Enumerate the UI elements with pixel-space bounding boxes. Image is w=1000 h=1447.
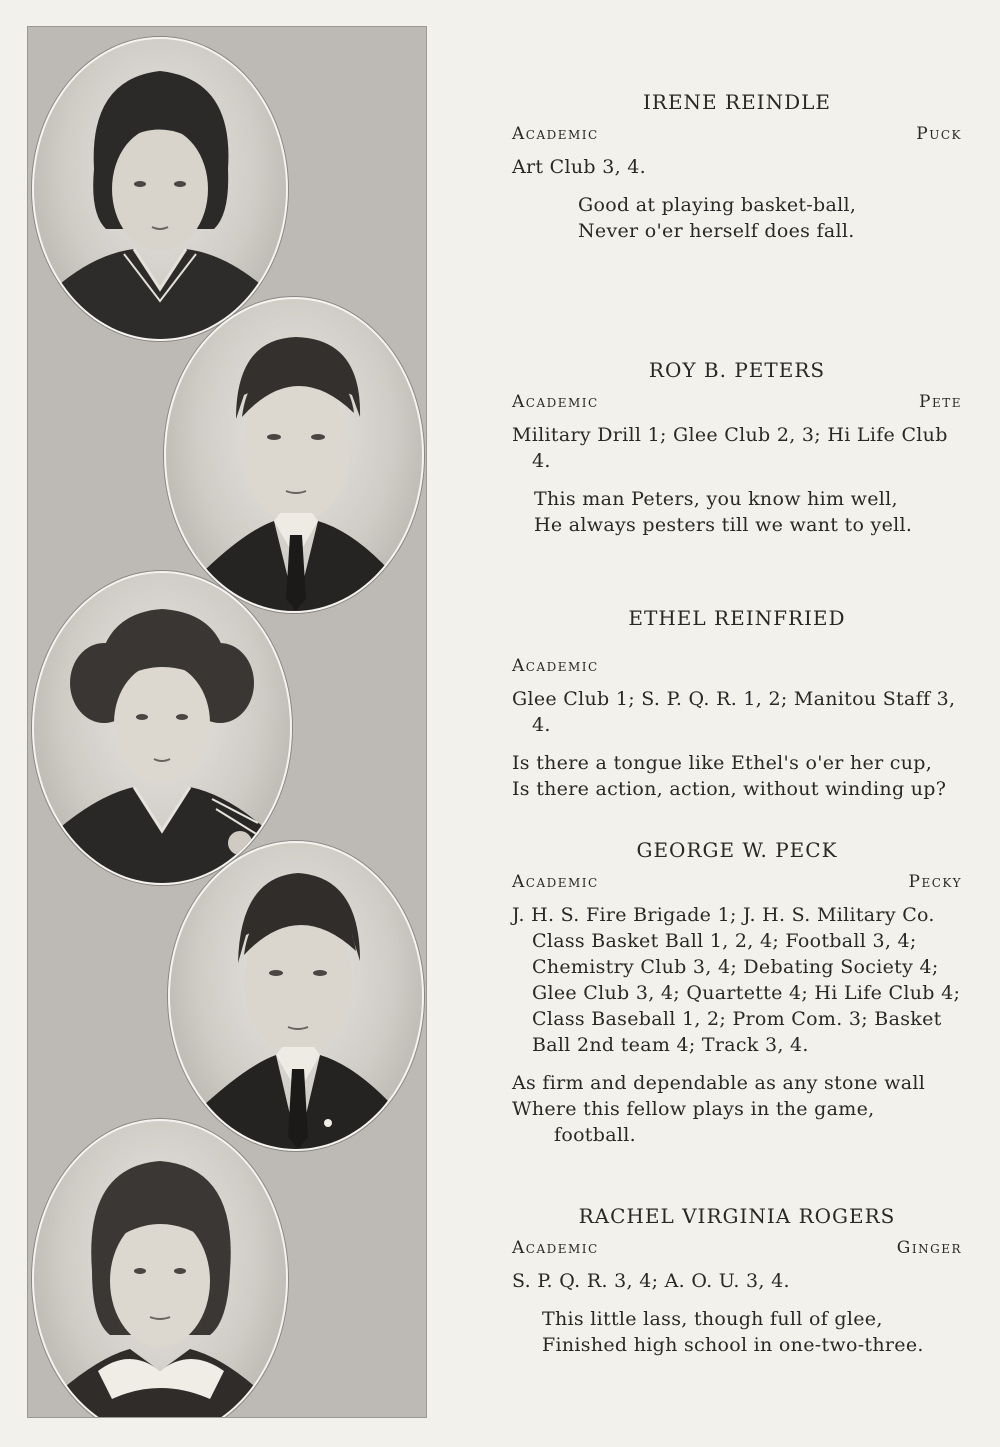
activities-text: S. P. Q. R. 3, 4; A. O. U. 3, 4. — [512, 1270, 790, 1292]
verse-line: football. — [554, 1124, 636, 1146]
nickname-label: Pete — [919, 392, 962, 412]
course-label: Academic — [512, 124, 599, 144]
verse-line: Where this fellow plays in the game, — [512, 1098, 875, 1120]
portrait-ethel-reinfried — [32, 571, 292, 885]
student-name: ETHEL REINFRIED — [628, 606, 846, 630]
verse — [512, 486, 962, 538]
verse — [512, 1306, 962, 1358]
verse-line: This man Peters, you know him well, — [534, 488, 898, 510]
meta-row — [512, 124, 962, 144]
portrait-girl-white-collar-icon — [34, 1121, 286, 1418]
meta-row — [512, 872, 962, 892]
meta-row — [512, 1238, 962, 1258]
entry-rachel-rogers — [512, 1204, 962, 1358]
student-name: GEORGE W. PECK — [636, 838, 838, 862]
verse-line: Good at playing basket-ball, — [578, 194, 857, 216]
verse-line: Is there a tongue like Ethel's o'er her cup, — [512, 752, 933, 774]
portrait-george-peck — [168, 841, 424, 1151]
portrait-girl-curls-sailor-collar-icon — [34, 573, 290, 883]
verse — [512, 192, 962, 244]
student-name: ROY B. PETERS — [648, 358, 826, 382]
nickname-label: Ginger — [896, 1238, 962, 1258]
activities-text: J. H. S. Fire Brigade 1; J. H. S. Military Co. Class Basket Ball 1, 2, 4; Football 3, 4; Chemistry Club 3, 4; Debating Society 4; Glee Club 3, 4; Quartette 4; Hi Life Club 4; Class Baseball 1, 2; Prom Com. 3; Basket Ball 2nd team 4; Track 3, 4. — [512, 904, 961, 1056]
verse-line: Is there action, action, without winding up? — [512, 778, 947, 800]
verse — [512, 750, 962, 802]
verse-line: This little lass, though full of glee, — [542, 1308, 883, 1330]
nickname-label: Puck — [916, 124, 962, 144]
activities-text: Art Club 3, 4. — [512, 156, 647, 178]
activities-text: Military Drill 1; Glee Club 2, 3; Hi Life Club 4. — [512, 424, 948, 472]
course-label: Academic — [512, 392, 599, 412]
portrait-rachel-rogers — [32, 1119, 288, 1418]
verse — [512, 1070, 962, 1148]
portrait-boy-suit-tie-icon — [166, 299, 422, 611]
meta-row — [512, 656, 962, 676]
portrait-roy-peters — [164, 297, 424, 613]
portrait-boy-suit-tie-icon — [170, 843, 422, 1149]
portrait-irene-reindle — [32, 37, 288, 341]
course-label: Academic — [512, 656, 599, 676]
meta-row — [512, 392, 962, 412]
photo-strip — [27, 26, 427, 1418]
student-name: IRENE REINDLE — [643, 90, 831, 114]
course-label: Academic — [512, 1238, 599, 1258]
entry-ethel-reinfried — [512, 606, 962, 802]
verse-line: He always pesters till we want to yell. — [534, 514, 913, 536]
course-label: Academic — [512, 872, 599, 892]
nickname-label: Pecky — [908, 872, 962, 892]
entry-irene-reindle — [512, 90, 962, 244]
student-name: RACHEL VIRGINIA ROGERS — [578, 1204, 896, 1228]
verse-line: Finished high school in one-two-three. — [542, 1334, 924, 1356]
entry-george-peck — [512, 838, 962, 1148]
portrait-girl-sailor-collar-icon — [34, 39, 286, 339]
activities-text: Glee Club 1; S. P. Q. R. 1, 2; Manitou Staff 3, 4. — [512, 688, 956, 736]
verse-line: Never o'er herself does fall. — [578, 220, 855, 242]
verse-line: As firm and dependable as any stone wall — [512, 1072, 926, 1094]
entry-roy-peters — [512, 358, 962, 538]
